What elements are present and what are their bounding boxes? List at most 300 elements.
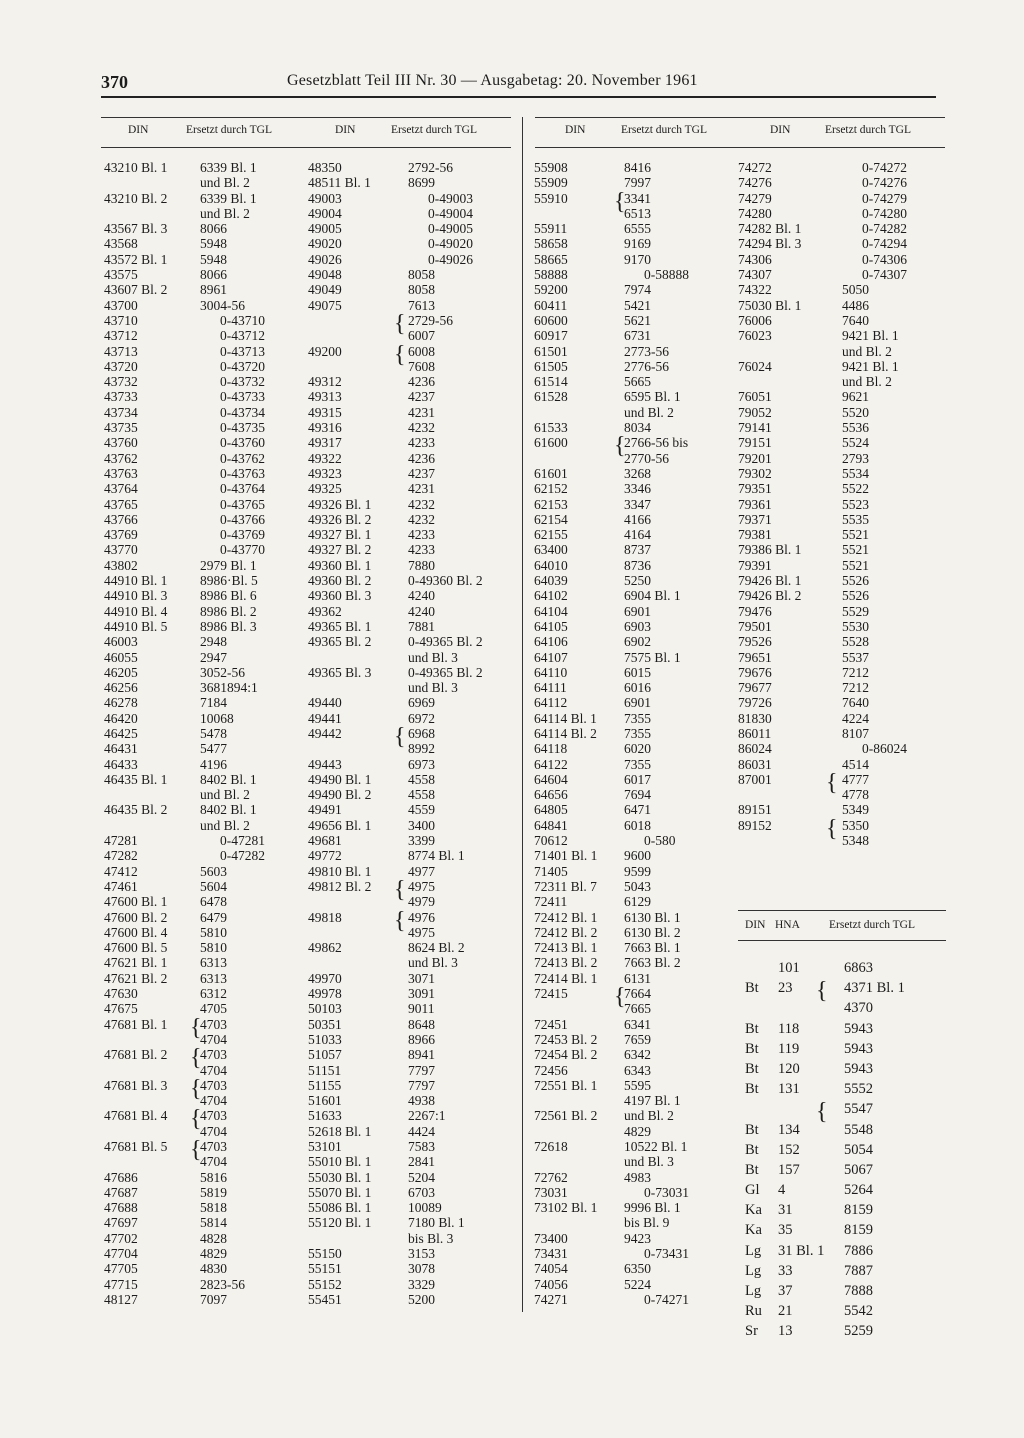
tgl-number: 6479 [200,909,227,925]
tgl-number: 7880 [408,557,435,573]
table-row [534,864,734,879]
table-row [104,940,304,955]
tgl-number: 0-74282 [862,221,907,237]
tgl-number: 3400 [408,817,435,833]
table-row [534,695,734,710]
din-number: 62153 [534,496,568,512]
din-number: 79381 [738,527,772,543]
table-row [104,848,304,863]
table-row [534,894,734,909]
tgl-number: und Bl. 3 [408,955,458,971]
tgl-number: 3329 [408,1276,435,1292]
tgl-number: 7659 [624,1031,651,1047]
table-row [308,512,520,527]
din-number: 61600 [534,435,568,451]
din-number: 49312 [308,374,342,390]
tgl-number: 4237 [408,389,435,405]
table-row [308,1170,520,1185]
table-row [738,328,948,343]
table-row [738,650,948,665]
table-row [534,359,734,374]
din-number: 47687 [104,1184,138,1200]
tgl-number: 8736 [624,557,651,573]
tgl-number: 7887 [844,1262,873,1279]
din-number: 47681 Bl. 5 [104,1139,168,1154]
tgl-number: 6903 [624,618,651,634]
din-number: 49313 [308,389,342,405]
table-row [738,711,948,726]
table-row [738,757,948,772]
table-row [308,665,520,680]
table-row [104,451,304,466]
table-row [308,451,520,466]
table-row [534,374,734,389]
table-row [104,298,304,313]
table-row [534,833,734,848]
tgl-number: 5548 [844,1121,873,1138]
din-number: 47630 [104,986,138,1002]
table-row [534,1032,734,1047]
table-row [534,1277,734,1292]
din-number: 47282 [104,848,138,864]
tgl-number: 4703 [200,1077,227,1093]
din-number: 43210 Bl. 2 [104,190,168,206]
din-number: 49322 [308,450,342,466]
tgl-number: bis Bl. 3 [408,1230,454,1246]
tgl-number: 2267:1 [408,1108,446,1124]
tgl-number: 6973 [408,756,435,772]
tgl-number: 5536 [842,420,869,436]
tgl-number: 4828 [200,1230,227,1246]
din-number: 79476 [738,603,772,619]
tgl-number: 7888 [844,1283,873,1299]
table-row [534,1246,734,1261]
tgl-number: 7797 [408,1077,435,1093]
table-row [534,389,734,404]
din-number: 51033 [308,1031,342,1047]
table-row [308,588,520,603]
table-row [534,1139,734,1154]
tgl-number: 7640 [842,312,869,328]
din-number: 43733 [104,389,138,405]
hna-prefix: Bt [745,980,759,997]
din-number: 49360 Bl. 2 [308,573,372,589]
tgl-number: 4703 [200,1139,227,1154]
hna-number: 120 [778,1060,800,1077]
tgl-number: 2766-56 bis [624,435,689,451]
din-number: 44910 Bl. 1 [104,573,168,589]
din-number: 49365 Bl. 3 [308,664,372,680]
hna-number: 33 [778,1262,793,1279]
hna-number: 31 Bl. 1 [778,1242,825,1259]
din-number: 86031 [738,756,772,772]
table-row [308,160,520,175]
table-row [104,1246,304,1261]
tgl-number: 5943 [844,1020,873,1037]
tgl-number: 9599 [624,863,651,879]
table-row [738,558,948,573]
table-row [308,298,520,313]
din-number: 72454 Bl. 2 [534,1047,598,1063]
tgl-number: 6129 [624,894,651,910]
tgl-number: 0-74271 [644,1291,689,1307]
tgl-number: 5819 [200,1184,227,1200]
tgl-number: 7694 [624,787,651,803]
table-row [534,558,734,573]
tgl-number: 6341 [624,1016,651,1032]
hna-number: 35 [778,1222,793,1239]
tgl-number: 10068 [200,710,234,726]
right-table-top-rule [535,117,945,118]
din-number: 47715 [104,1276,138,1292]
hna-number: 37 [778,1283,793,1299]
din-number: 49656 Bl. 1 [308,817,372,833]
din-number: 47281 [104,833,138,849]
brace-mark: { [190,1106,202,1133]
tgl-number: 4938 [408,1093,435,1109]
din-number: 47600 Bl. 2 [104,909,168,925]
table-row [104,741,304,756]
table-row [738,252,948,267]
tgl-number: 7663 Bl. 2 [624,955,681,971]
tgl-number: 3346 [624,481,651,497]
col-header-din: DIN [335,124,356,136]
din-number: 43700 [104,297,138,313]
din-table-column-2 [308,160,520,1307]
table-row [104,542,304,557]
table-row [738,420,948,435]
tgl-number: 4164 [624,527,651,543]
din-number: 73400 [534,1230,568,1246]
table-row [738,466,948,481]
table-row [308,650,520,665]
tgl-number: 5526 [842,588,869,604]
tgl-number: 2979 Bl. 1 [200,557,257,573]
tgl-number: 8107 [842,725,869,741]
table-row [104,588,304,603]
din-number: 49003 [308,190,342,206]
table-row [308,940,520,955]
din-number: 79302 [738,465,772,481]
table-row [738,451,948,466]
tgl-number: 0-43733 [220,389,265,405]
table-row [308,894,520,909]
table-row [534,1063,734,1078]
table-row [104,558,304,573]
tgl-number: 0-74306 [862,251,907,267]
tgl-number: 8058 [408,282,435,298]
din-number: 79677 [738,680,772,696]
hna-prefix: Bt [745,1081,759,1098]
din-number: 64656 [534,787,568,803]
din-number: 71401 Bl. 1 [534,848,598,864]
tgl-number: und Bl. 2 [200,787,250,803]
din-number: 62154 [534,511,568,527]
table-row [534,971,734,986]
tgl-number: 0-74307 [862,267,907,283]
tgl-number: 6901 [624,695,651,711]
din-number: 55070 Bl. 1 [308,1184,372,1200]
table-row [308,206,520,221]
table-row [308,1017,520,1032]
table-row [534,298,734,313]
tgl-number: 5943 [844,1060,873,1077]
tgl-number: 4371 Bl. 1 [844,980,905,997]
table-row [534,588,734,603]
din-number: 74272 [738,160,772,175]
tgl-number: und Bl. 3 [408,649,458,665]
tgl-number: 0-43760 [220,435,265,451]
table-row [308,573,520,588]
table-row [104,1231,304,1246]
tgl-number: 5595 [624,1077,651,1093]
table-row [308,1246,520,1261]
tgl-number: 4166 [624,511,651,527]
din-number: 72415 [534,986,568,1002]
din-number: 64107 [534,649,568,665]
table-row [738,282,948,297]
hna-prefix: Bt [745,1020,759,1037]
table-row [308,481,520,496]
tgl-number: 4232 [408,496,435,512]
tgl-number: 4424 [408,1123,435,1139]
tgl-number: und Bl. 2 [200,205,250,221]
hna-prefix: Lg [745,1242,762,1259]
tgl-number: 6972 [408,710,435,726]
tgl-number: 5604 [200,878,227,894]
table-row [104,435,304,450]
din-number: 72456 [534,1062,568,1078]
table-row [104,910,304,925]
table-row [104,818,304,833]
tgl-number: 4224 [842,710,869,726]
din-number: 72413 Bl. 2 [534,955,598,971]
table-row [308,527,520,542]
din-number: 76024 [738,358,772,374]
table-row [104,971,304,986]
table-row [308,558,520,573]
tgl-number: 4514 [842,756,869,772]
din-number: 74307 [738,267,772,283]
table-row [738,435,948,450]
din-number: 55030 Bl. 1 [308,1169,372,1185]
table-row [534,527,734,542]
table-row [308,604,520,619]
brace-mark: { [190,1014,202,1041]
table-row [738,191,948,206]
tgl-number: 9011 [408,1001,435,1017]
tgl-number: 0-49026 [428,251,473,267]
tgl-number: 8066 [200,221,227,237]
din-number: 49862 [308,940,342,956]
tgl-number: 5521 [842,557,869,573]
din-number: 74271 [534,1291,568,1307]
table-row [308,252,520,267]
din-number: 73431 [534,1246,568,1262]
tgl-number: 4703 [200,1047,227,1063]
tgl-number: 4703 [200,1016,227,1032]
tgl-number: 5529 [842,603,869,619]
tgl-number: 5665 [624,374,651,390]
table-row [534,1078,734,1093]
table-row [308,191,520,206]
din-number: 72762 [534,1169,568,1185]
table-row [738,833,948,848]
din-number: 64104 [534,603,568,619]
din-number: 46256 [104,680,138,696]
table-row [308,359,520,374]
tgl-number: 6007 [408,328,435,344]
din-table-column-4 [738,160,948,848]
table-row [738,481,948,496]
tgl-number: 2776-56 [624,358,669,374]
tgl-number: 3153 [408,1246,435,1262]
tgl-number: 4559 [408,802,435,818]
hna-prefix: Bt [745,1161,759,1178]
brace-mark: { [816,978,828,1005]
col-header-tgl: Ersetzt durch TGL [186,124,273,136]
table-row [104,420,304,435]
tgl-number: 5547 [844,1101,873,1118]
tgl-number: 6313 [200,955,227,971]
tgl-number: 4558 [408,787,435,803]
din-number: 73102 Bl. 1 [534,1200,598,1216]
tgl-number: 3052-56 [200,664,245,680]
page-header [101,72,936,96]
tgl-number: 5054 [844,1141,873,1158]
tgl-number: 5534 [842,465,869,481]
table-row [308,1001,520,1016]
din-number: 47675 [104,1001,138,1017]
table-row [738,359,948,374]
tgl-number: 0-49020 [428,236,473,252]
tgl-number: 6731 [624,328,651,344]
tgl-number: 0-43766 [220,511,265,527]
table-row [308,1093,520,1108]
din-number: 79651 [738,649,772,665]
din-number: 49315 [308,404,342,420]
din-number: 72561 Bl. 2 [534,1108,598,1124]
table-row [534,497,734,512]
hna-prefix: Lg [745,1283,762,1299]
din-number: 43713 [104,343,138,359]
table-row [308,1047,520,1062]
tgl-number: 6130 Bl. 1 [624,909,681,925]
din-number: 55909 [534,175,568,191]
din-number: 44910 Bl. 5 [104,618,168,634]
tgl-number: 5264 [844,1182,873,1199]
table-row [534,1108,734,1123]
table-row [104,787,304,802]
table-row [534,1017,734,1032]
tgl-number: 9421 Bl. 1 [842,328,899,344]
din-number: 49049 [308,282,342,298]
din-number: 79201 [738,450,772,466]
tgl-number: 0-49003 [428,190,473,206]
tgl-number: 6703 [408,1184,435,1200]
din-number: 79526 [738,634,772,650]
tgl-number: 6339 Bl. 1 [200,190,257,206]
din-number: 49026 [308,251,342,267]
brace-mark: { [614,984,626,1011]
table-row [738,741,948,756]
din-number: 43572 Bl. 1 [104,251,168,267]
din-number: 46425 [104,725,138,741]
din-number: 47688 [104,1200,138,1216]
din-number: 72618 [534,1139,568,1154]
tgl-number: 8961 [200,282,227,298]
brace-mark: { [816,1099,828,1126]
din-number: 51633 [308,1108,342,1124]
tgl-number: 5348 [842,833,869,849]
table-row [534,160,734,175]
tgl-number: 3341 [624,190,651,206]
din-number: 47600 Bl. 5 [104,940,168,956]
table-row [104,833,304,848]
din-number: 74306 [738,251,772,267]
brace-mark: { [614,433,626,460]
din-number: 46431 [104,741,138,757]
din-number: 72413 Bl. 1 [534,940,598,956]
tgl-number: 8986 Bl. 6 [200,588,257,604]
table-row [308,1200,520,1215]
din-number: 74276 [738,175,772,191]
tgl-number: 7664 [624,986,651,1002]
din-number: 79426 Bl. 1 [738,573,802,589]
tgl-number: 0-43713 [220,343,265,359]
tgl-number: 2792-56 [408,160,453,175]
table-row [308,236,520,251]
table-row [534,1124,734,1139]
din-number: 43568 [104,236,138,252]
tgl-number: 4704 [200,1031,227,1047]
din-number: 79371 [738,511,772,527]
table-row [534,1292,734,1307]
table-row [534,236,734,251]
table-row [738,604,948,619]
tgl-number: und Bl. 2 [842,374,892,390]
tgl-number: 5814 [200,1215,227,1231]
tgl-number: 4231 [408,481,435,497]
table-row [308,1078,520,1093]
tgl-number: 7575 Bl. 1 [624,649,681,665]
table-row [534,1231,734,1246]
tgl-number: 2773-56 [624,343,669,359]
din-number: 43575 [104,267,138,283]
tgl-number: 5477 [200,741,227,757]
tgl-number: und Bl. 2 [200,175,250,191]
din-number: 49200 [308,343,342,359]
brace-mark: { [394,723,406,750]
din-number: 49048 [308,267,342,283]
hna-number: 23 [778,980,793,997]
table-row [104,1185,304,1200]
tgl-number: 7997 [624,175,651,191]
tgl-number: 4977 [408,863,435,879]
tgl-number: 5349 [842,802,869,818]
table-row [738,665,948,680]
din-number: 62152 [534,481,568,497]
tgl-number: 7608 [408,358,435,374]
brace-mark: { [826,815,838,842]
tgl-number: 0-74280 [862,205,907,221]
tgl-number: 4705 [200,1001,227,1017]
din-number: 43210 Bl. 1 [104,160,168,175]
din-number: 43720 [104,358,138,374]
table-row [534,282,734,297]
tgl-number: 4232 [408,420,435,436]
din-number: 75030 Bl. 1 [738,297,802,313]
